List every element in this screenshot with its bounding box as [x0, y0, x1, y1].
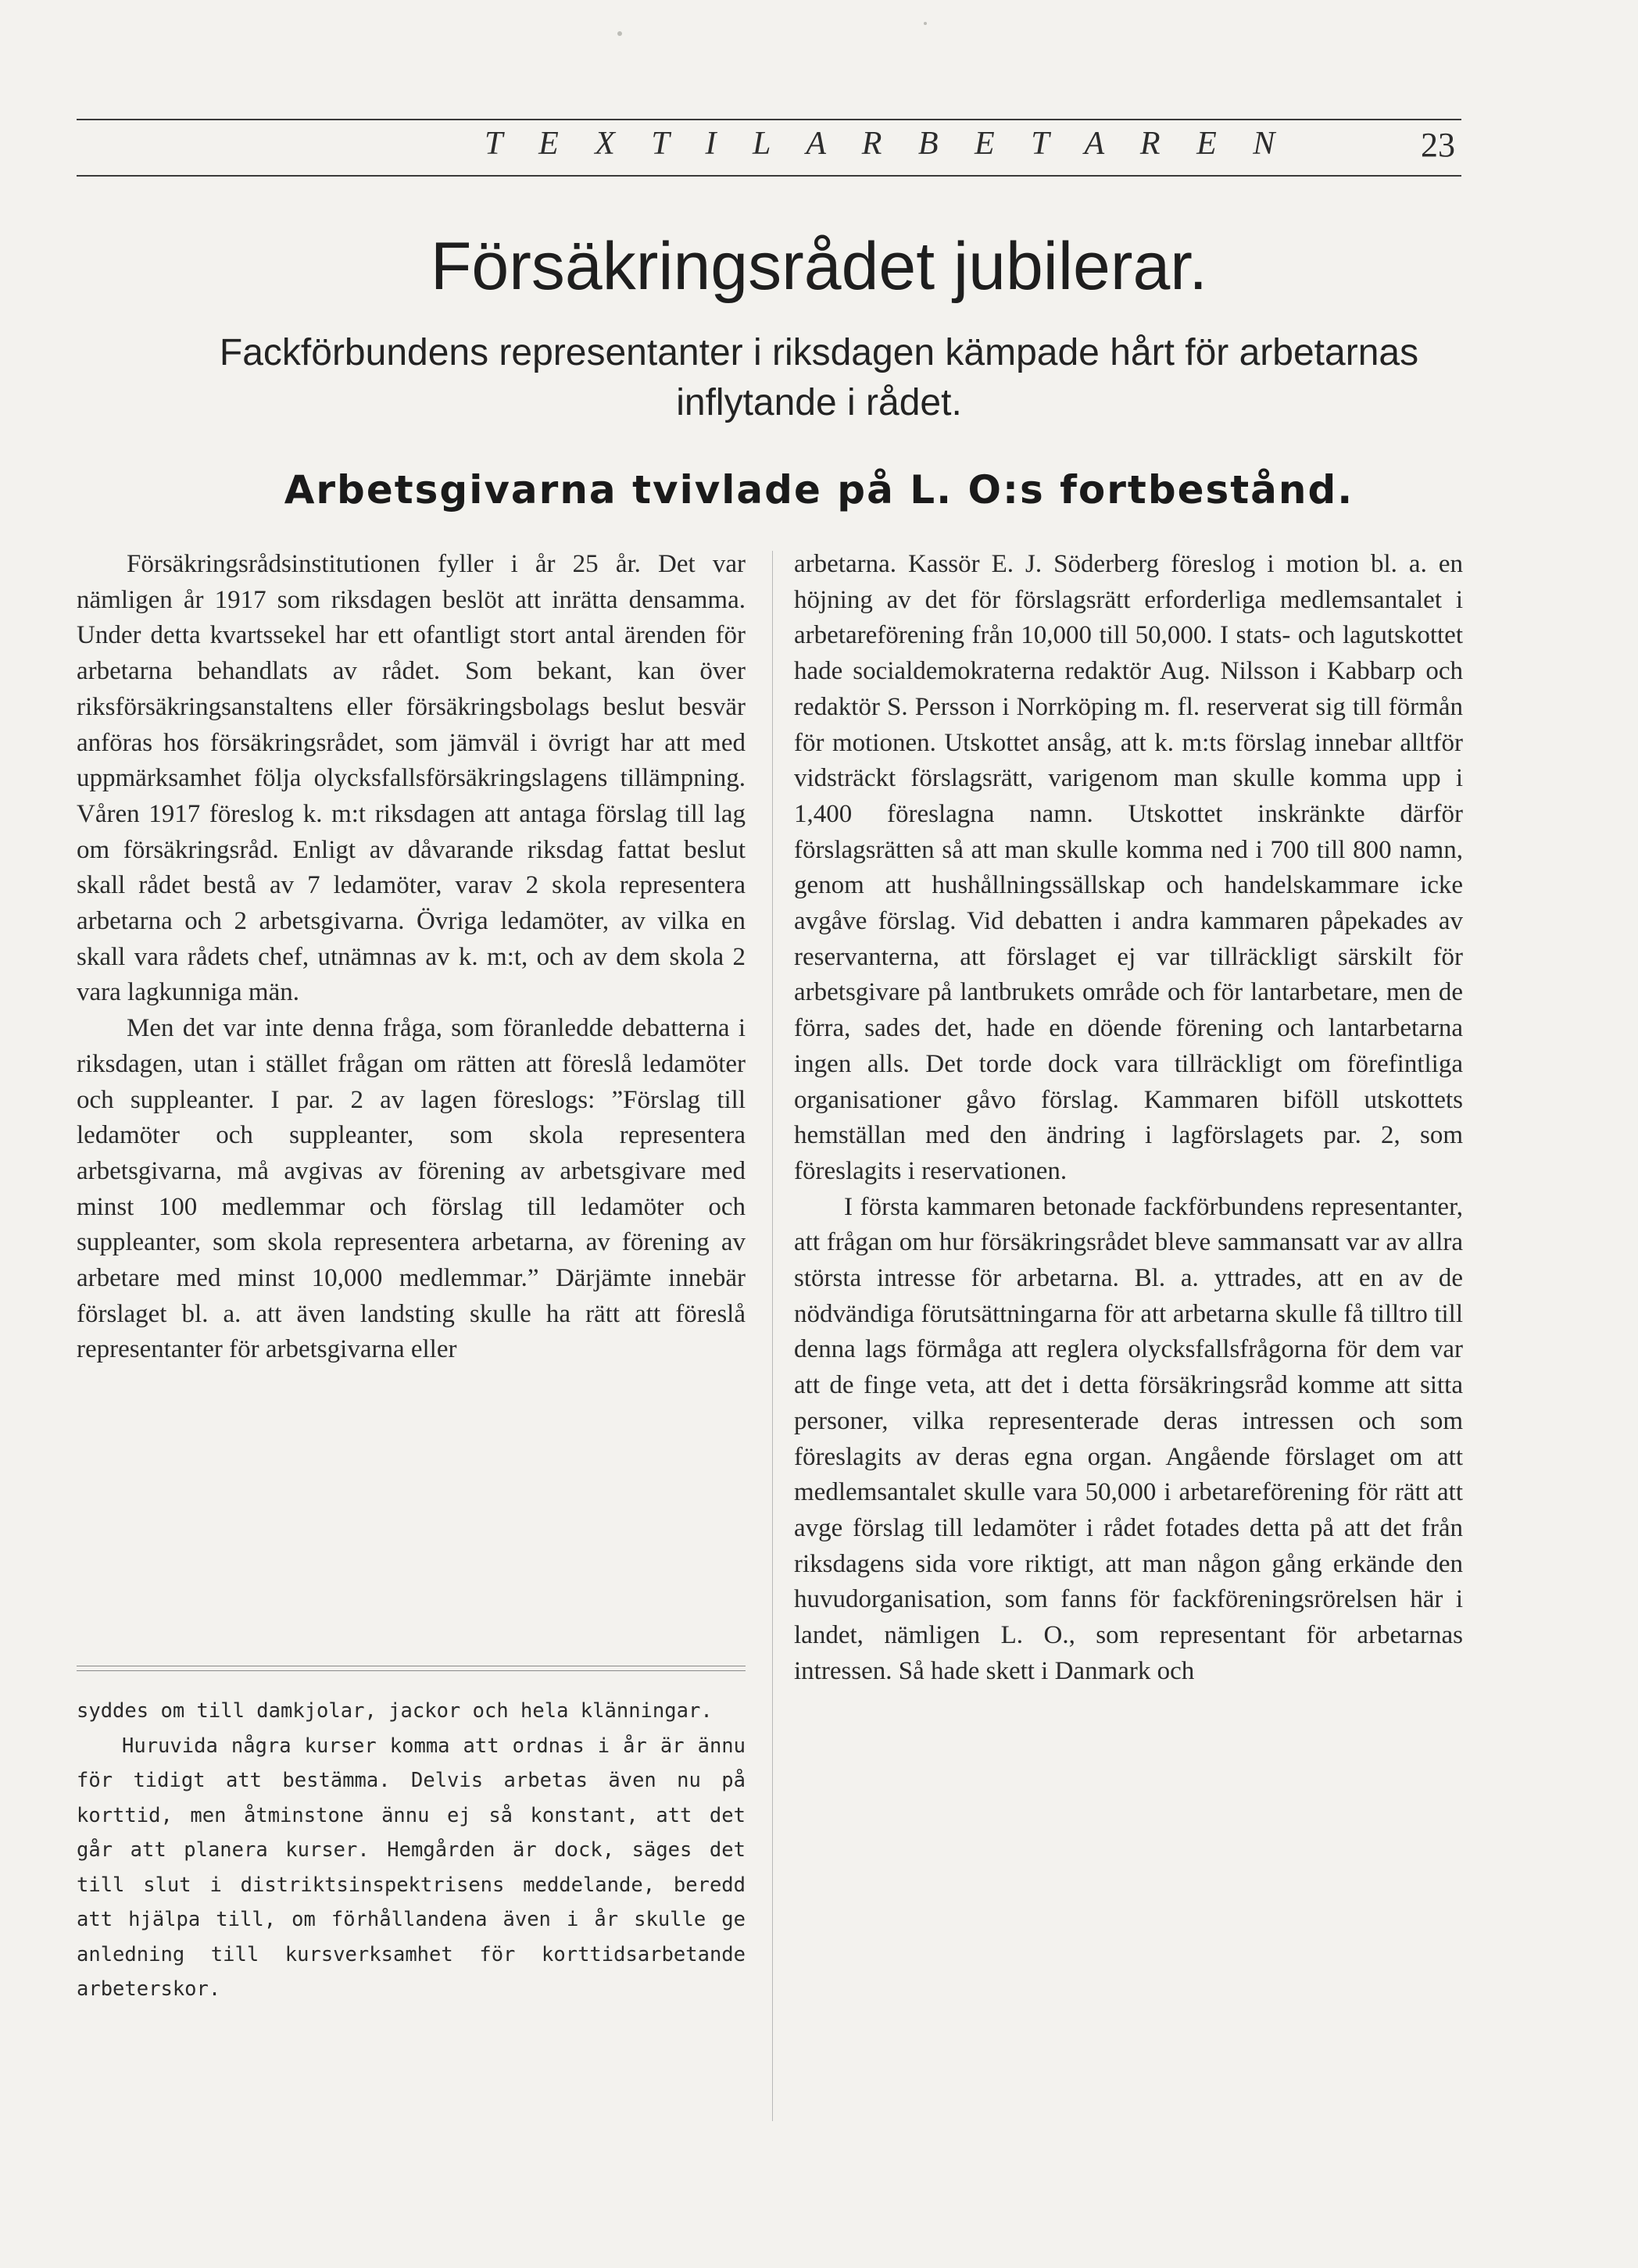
body-paragraph: arbetarna. Kassör E. J. Söderberg föreslog i motion bl. a. en höjning av det för förslagsrätt erforderliga medlemsantalet i arbetareförening från 10,000 till 50,000. I stats- och lagutskottet hade socialdemokraterna redaktör Aug. Nilsson i Kabbarp och redaktör S. Persson i Norrköping m. fl. reserverat sig till förmån för motionen. Utskottet ansåg, att k. m:ts förslag innebar alltför vidsträckt förslagsrätt, varigenom man skulle komma upp i 1,400 föreslagna namn. Utskottet inskränkte därför förslagsrätten så att man skulle komma ned i 700 till 800 namn, genom att hushållningssällskap och handelskammare icke avgåve förslag. Vid debatten i andra kammaren påpekades av reservanterna, att förslaget ej var tillräckligt särskilt för arbetsgivare på lantbrukets område och för lantarbetare, men de förra, sades det, hade en döende förening och lantarbetarna ingen alls. Det torde dock vara tillräckligt om förefintliga organisationer gåvo förslag. Kammaren biföll utskottets hemställan med den ändring i lagförslagets par. 2, som föreslagits i reservationen.	[794, 550, 1463, 1185]
body-paragraph: Försäkringsrådsinstitutionen fyller i år 25 år. Det var nämligen år 1917 som riksdagen beslöt att inrätta densamma. Under detta kvartssekel har ett ofantligt stort antal ärenden för arbetarna behandlats av rådet. Som bekant, kan över riksförsäkringsanstaltens eller försäkringsbolags beslut besvär anföras hos försäkringsrådet, som jämväl i övrigt har att med uppmärksamhet följa olycksfallsförsäkringslagens tillämpning. Våren 1917 föreslog k. m:t riksdagen att antaga förslag till lag om försäkringsråd. Enligt av dåvarande riksdag fattat beslut skall rådet bestå av 7 ledamöter, varav 2 skola representera arbetarna och 2 arbetsgivarna. Övriga ledamöter, av vilka en skall vara rådets chef, utnämnas av k. m:t, och av dem skola 2 vara lagkunniga män.	[77, 550, 746, 1007]
section-divider	[77, 1670, 746, 1671]
scan-speck	[924, 22, 927, 25]
header-top-rule	[77, 119, 1461, 120]
left-column	[77, 547, 746, 1368]
right-column	[794, 547, 1463, 1690]
article-kicker: Arbetsgivarna tvivlade på L. O:s fortbestånd.	[284, 467, 1354, 513]
scan-speck	[617, 31, 622, 36]
page-number: 23	[1421, 126, 1455, 164]
body-paragraph: I första kammaren betonade fackförbundens representanter, att frågan om hur försäkringsrådet bleve sammansatt var av allra största intresse för arbetarna. Bl. a. yttrades, att en av de nödvändiga förutsättningarna för att arbetarna skulle få tilltro till denna lags förmåga att reglera olycksfallsfrågorna för dem var att de finge veta, att det i detta försäkringsråd komme att sitta personer, vilka representerade deras intressen och som föreslagits av deras egna organ. Angående förslaget om att medlemsantalet skulle vara 50,000 i arbetareförening för rätt att avge förslag till ledamöter i rådet fotades detta på att det från riksdagens sida vore riktigt, att man någon gång erkände den huvudorganisation, som fanns för fackföreningsrörelsen här i landet, nämligen L. O., som representant för arbetarnas intressen. Så hade skett i Danmark och	[794, 1192, 1463, 1685]
article-headline: Försäkringsrådet jubilerar.	[430, 229, 1208, 304]
column-divider	[772, 551, 773, 2121]
masthead: T E X T I L A R B E T A R E N	[485, 126, 1289, 162]
header-bottom-rule	[77, 175, 1461, 177]
footnote-paragraph: Huruvida några kurser komma att ordnas i år är ännu för tidigt att bestämma. Delvis arbetas även nu på korttid, men åtminstone ännu ej så konstant, att det går att planera kurser. Hemgården är dock, säges det till slut i distriktsinspektrisens meddelande, beredd att hjälpa till, om förhållandena även i år skulle ge anledning till kursverksamhet för korttidsarbetande arbeterskor.	[77, 1734, 746, 2001]
body-paragraph: Men det var inte denna fråga, som föranledde debatterna i riksdagen, utan i stället frågan om rätten att föreslå ledamöter och suppleanter. I par. 2 av lagen föreslogs: ”Förslag till ledamöter och suppleanter, som skola representera arbetsgivarna, må avgivas av förening av arbetsgivare med minst 100 medlemmar och förslag till ledamöter och suppleanter, som skola representera arbetarna, av förening av arbetare med minst 10,000 medlemmar.” Därjämte innebär förslaget bl. a. att även landsting skulle ha rätt att föreslå representanter för arbetsgivarna eller	[77, 1014, 746, 1364]
footnote-paragraph: syddes om till damkjolar, jackor och hela klänningar.	[77, 1699, 713, 1723]
continued-article-text	[77, 1694, 746, 2007]
article-subheadline: Fackförbundens representanter i riksdagen kämpade hårt för arbetarnas inflytande i rådet.	[219, 332, 1419, 423]
